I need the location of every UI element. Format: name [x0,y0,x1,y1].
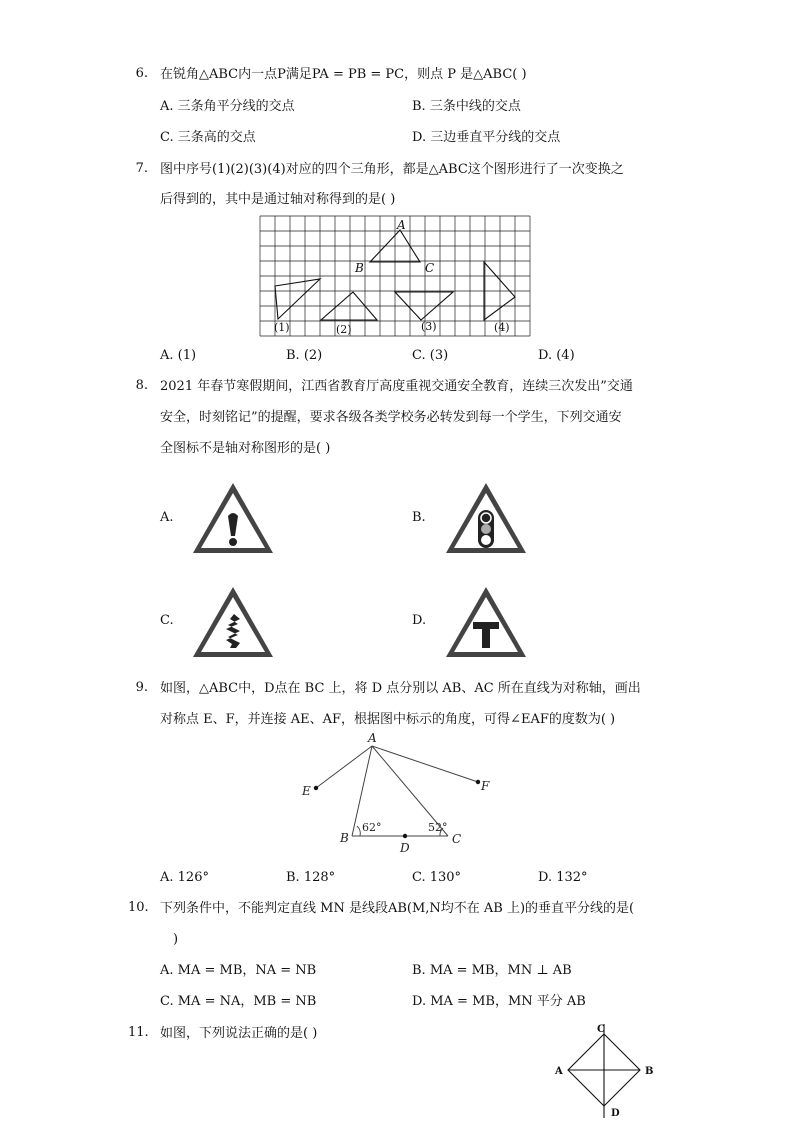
q9-option-a[interactable]: A. 126° [160,870,209,885]
exclamation-sign-icon[interactable] [190,480,276,556]
label-b: B [645,1066,654,1077]
label-f: F [481,779,490,793]
angle-c-label: 52° [428,821,448,834]
q9-triangle-figure [296,730,496,856]
q10-stem-line-2: ) [173,932,179,947]
q10-number: 10. [128,900,149,915]
q7-stem-line-1: 图中序号(1)(2)(3)(4)对应的四个三角形，都是△ABC这个图形进行了一次变换之 [160,162,624,177]
q10-option-c[interactable]: C. MA = NA，MB = NB [160,994,317,1009]
q9-stem-line-1: 如图，△ABC中，D点在 BC 上，将 D 点分别以 AB、AC 所在直线为对称轴，画出 [160,681,641,696]
label-1: (1) [274,321,290,334]
traffic-light-sign-icon[interactable] [443,480,529,556]
q9-stem-line-2: 对称点 E、F，并连接 AE、AF，根据图中标示的角度，可得∠EAF的度数为( ) [160,712,616,727]
label-c: C [425,261,435,275]
q8-option-b[interactable]: B. [412,510,426,525]
q7-option-b[interactable]: B. (2) [286,348,323,363]
angle-b-label: 62° [362,821,382,834]
label-d: D [400,841,410,855]
label-4: (4) [494,321,510,334]
q6-option-c[interactable]: C. 三条高的交点 [160,130,256,145]
label-d: D [611,1108,620,1119]
q6-number: 6. [135,66,148,81]
label-c: C [597,1024,605,1035]
triangle-1 [275,279,320,319]
q10-stem-line-1: 下列条件中，不能判定直线 MN 是线段AB(M,N均不在 AB 上)的垂直平分线的是( [160,901,635,916]
label-c: C [452,832,462,846]
q6-option-b[interactable]: B. 三条中线的交点 [412,99,521,114]
label-b: B [355,261,364,275]
label-3: (3) [421,320,437,333]
t-junction-sign-icon[interactable] [443,584,529,660]
q7-grid-figure [258,214,532,338]
q9-option-d[interactable]: D. 132° [538,870,588,885]
label-b: B [340,831,349,845]
q7-option-d[interactable]: D. (4) [538,348,575,363]
q6-option-d[interactable]: D. 三边垂直平分线的交点 [412,130,561,145]
q11-number: 11. [128,1025,149,1040]
q7-option-c[interactable]: C. (3) [412,348,449,363]
q7-stem-line-2: 后得到的，其中是通过轴对称得到的是( ) [160,192,396,207]
q8-stem-line-1: 2021 年春节寒假期间，江西省教育厅高度重视交通安全教育，连续三次发出”交通 [160,379,633,394]
label-a: A [368,731,377,745]
grid-lines [260,216,530,336]
q10-option-a[interactable]: A. MA = MB，NA = NB [160,963,317,978]
q7-option-a[interactable]: A. (1) [160,348,197,363]
q8-number: 8. [135,378,148,393]
q11-stem: 如图，下列说法正确的是( ) [160,1026,318,1041]
q8-option-a[interactable]: A. [160,510,174,525]
q6-option-a[interactable]: A. 三条角平分线的交点 [160,99,295,114]
q7-number: 7. [135,161,148,176]
q9-option-b[interactable]: B. 128° [286,870,336,885]
q8-stem-line-2: 安全，时刻铭记”的提醒，要求各级各类学校务必转发到每一个学生，下列交通安 [160,410,622,425]
label-2: (2) [336,323,352,336]
q9-option-c[interactable]: C. 130° [412,870,462,885]
q8-stem-line-3: 全图标不是轴对称图形的是( ) [160,441,331,456]
q11-diamond-figure [552,1022,662,1120]
q9-number: 9. [135,680,148,695]
label-e: E [302,784,311,798]
q6-stem: 在锐角△ABC内一点P满足PA = PB = PC，则点 P 是△ABC( ) [160,67,527,82]
label-a: A [397,218,406,232]
q10-option-d[interactable]: D. MA = MB，MN 平分 AB [412,994,586,1009]
q10-option-b[interactable]: B. MA = MB，MN ⊥ AB [412,963,572,978]
label-a: A [555,1066,563,1077]
winding-road-sign-icon[interactable] [190,584,276,660]
q8-option-c[interactable]: C. [160,613,174,628]
q8-option-d[interactable]: D. [412,613,427,628]
